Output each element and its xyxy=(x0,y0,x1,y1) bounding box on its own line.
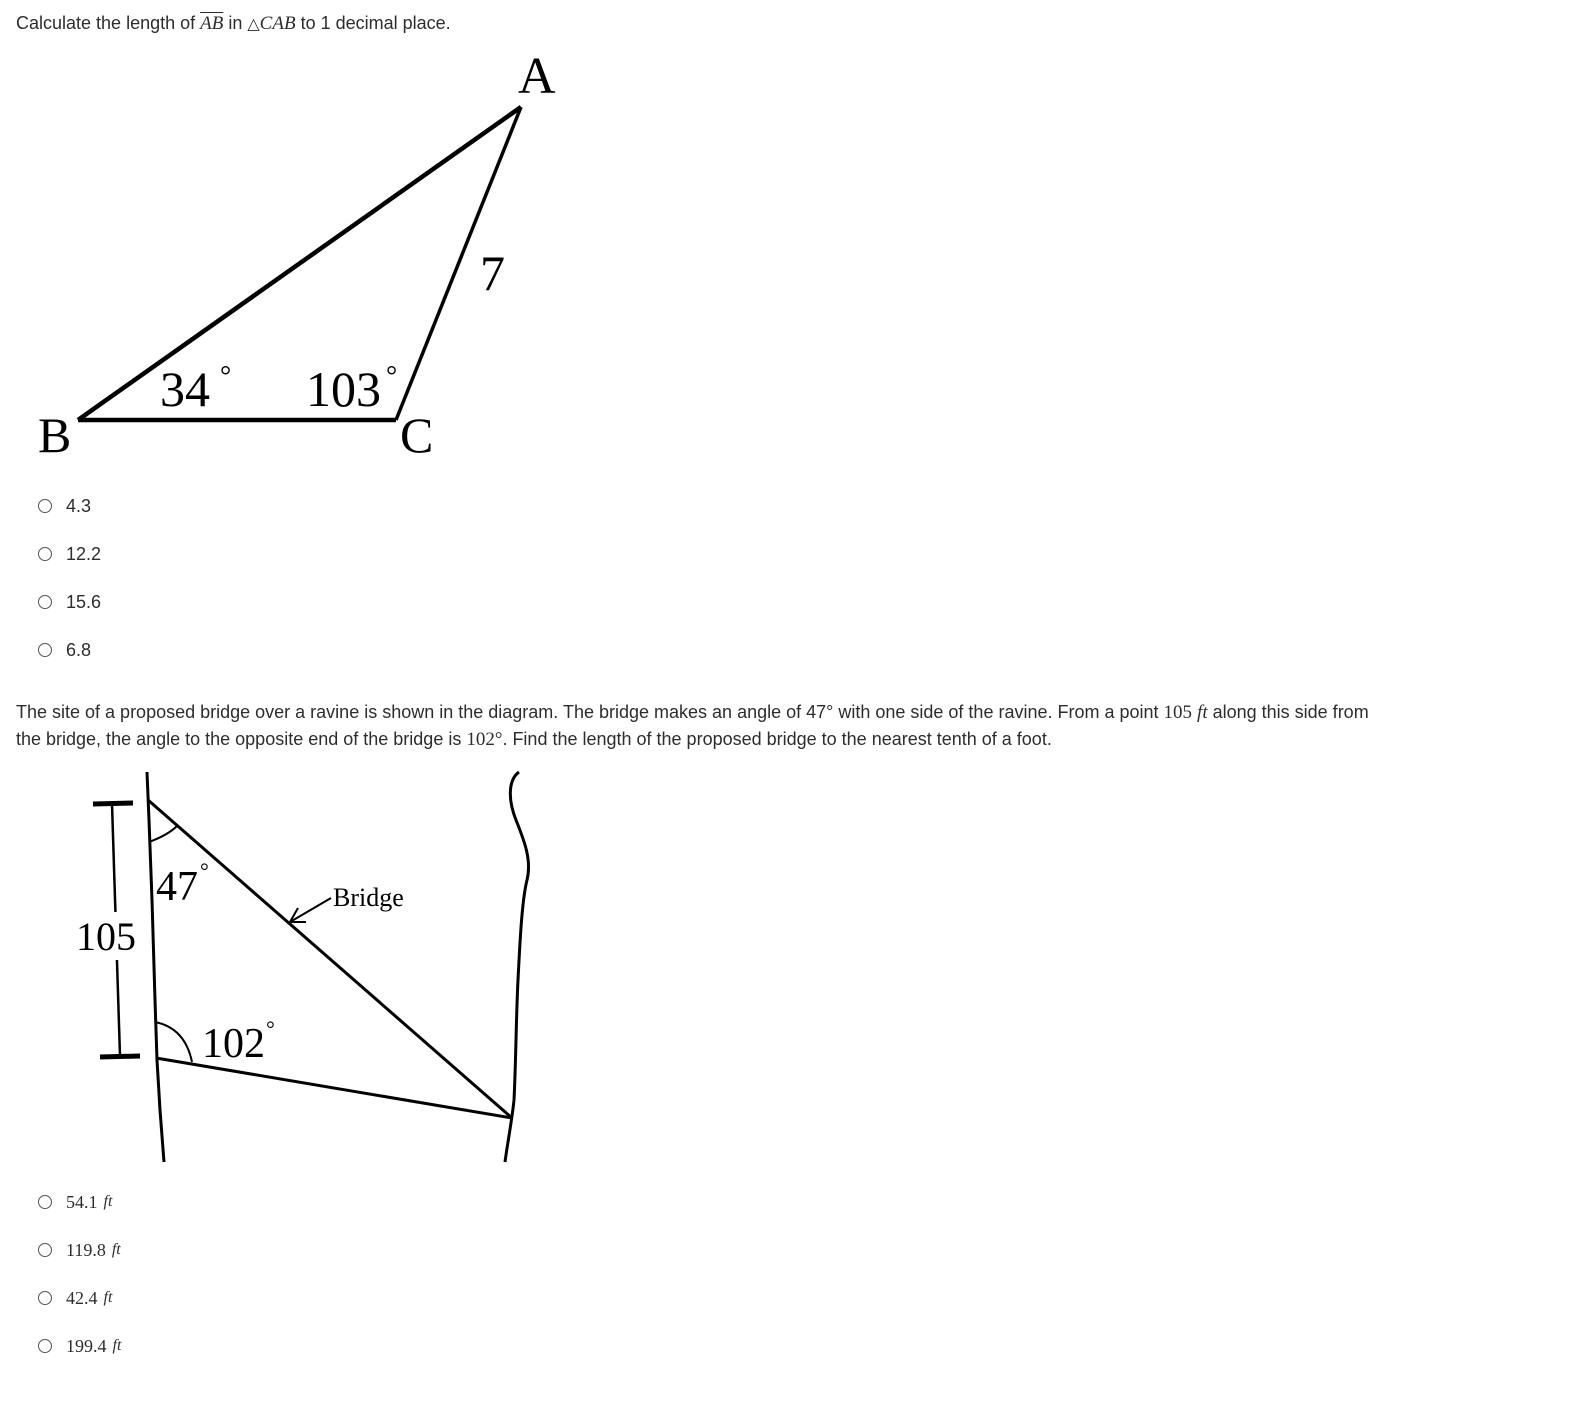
angle-arc-bottom xyxy=(155,1022,192,1062)
ravine-left-edge xyxy=(147,772,164,1162)
radio-button[interactable] xyxy=(38,643,52,657)
question-2-text: the bridge, the angle to the opposite end of the bridge is xyxy=(16,729,467,749)
question-1-options xyxy=(38,482,101,674)
radio-button[interactable] xyxy=(38,595,52,609)
question-1-option-4[interactable] xyxy=(38,626,101,674)
triangle-symbol: △ xyxy=(247,14,260,33)
bridge-diagram xyxy=(0,760,600,1170)
angle-47-degree: ° xyxy=(200,858,209,883)
question-1-option-3[interactable] xyxy=(38,578,101,626)
vertex-b-label: B xyxy=(38,407,72,463)
baseline xyxy=(156,1058,512,1118)
angle-102-label: 102 xyxy=(202,1021,265,1067)
question-2-option-1[interactable] xyxy=(38,1178,121,1226)
question-2-options xyxy=(38,1178,121,1370)
option-value: 54.1 xyxy=(66,1191,98,1212)
question-1-prompt-start: Calculate the length of xyxy=(16,13,201,33)
question-1-prompt-end: to 1 decimal place. xyxy=(295,13,451,33)
question-2-option-2[interactable] xyxy=(38,1226,121,1274)
question-2-line-1 xyxy=(16,699,1556,726)
angle-102-degree: ° xyxy=(266,1016,275,1041)
question-1-prompt-mid: in xyxy=(223,13,248,33)
ravine-right-edge xyxy=(505,772,529,1162)
option-label: 15.6 xyxy=(66,591,102,612)
question-1-option-1[interactable] xyxy=(38,482,101,530)
bridge-line xyxy=(148,800,512,1118)
option-unit: ft xyxy=(103,1193,113,1210)
question-2-line-2 xyxy=(16,726,1556,753)
radio-button[interactable] xyxy=(38,1291,52,1305)
radio-button[interactable] xyxy=(38,1243,52,1257)
radio-button[interactable] xyxy=(38,499,52,513)
option-value: 119.8 xyxy=(66,1239,106,1260)
triangle-name: CAB xyxy=(259,13,296,34)
option-value: 199.4 xyxy=(66,1335,107,1356)
question-2-text: . Find the length of the proposed bridge to the nearest tenth of a foot. xyxy=(502,729,1052,749)
distance-label: 105 xyxy=(76,914,136,959)
question-2-text: along this side from xyxy=(1207,702,1369,722)
option-label: 12.2 xyxy=(66,543,102,564)
side-ca-length-label: 7 xyxy=(480,245,505,301)
radio-button[interactable] xyxy=(38,1339,52,1353)
angle-c-label: 103 xyxy=(306,361,381,417)
angle-47-label: 47 xyxy=(156,864,198,910)
radio-button[interactable] xyxy=(38,547,52,561)
option-unit: ft xyxy=(112,1337,122,1354)
angle-c-degree: ° xyxy=(386,361,398,392)
option-label: 6.8 xyxy=(66,639,92,660)
dimension-cap-bottom xyxy=(100,1056,140,1057)
angle-b-degree: ° xyxy=(220,361,232,392)
segment-ab: $\overline{AB}$ xyxy=(200,13,224,34)
question-2-option-3[interactable] xyxy=(38,1274,121,1322)
vertex-a-label: A xyxy=(518,48,556,105)
question-1-prompt xyxy=(16,10,451,37)
distance-value: 105 xyxy=(1163,702,1193,723)
radio-button[interactable] xyxy=(38,1195,52,1209)
question-2-text: The site of a proposed bridge over a ravine is shown in the diagram. The bridge makes an angle of 47° with one side of the ravine. From a point xyxy=(16,702,1164,722)
dimension-cap-top xyxy=(93,803,133,804)
question-2-prompt xyxy=(16,699,1556,753)
angle-arc-top xyxy=(149,826,177,842)
question-1-option-2[interactable] xyxy=(38,530,101,578)
bridge-label: Bridge xyxy=(333,883,404,912)
option-value: 42.4 xyxy=(66,1287,98,1308)
option-unit: ft xyxy=(111,1241,121,1258)
option-label: 4.3 xyxy=(66,495,92,516)
triangle-cab-diagram xyxy=(0,40,620,470)
angle-b-label: 34 xyxy=(160,361,210,417)
vertex-c-label: C xyxy=(400,407,434,463)
distance-unit: ft xyxy=(1197,702,1208,723)
question-2-option-4[interactable] xyxy=(38,1322,121,1370)
side-ba xyxy=(78,107,521,420)
option-unit: ft xyxy=(103,1289,113,1306)
angle-value: 102° xyxy=(466,729,503,750)
